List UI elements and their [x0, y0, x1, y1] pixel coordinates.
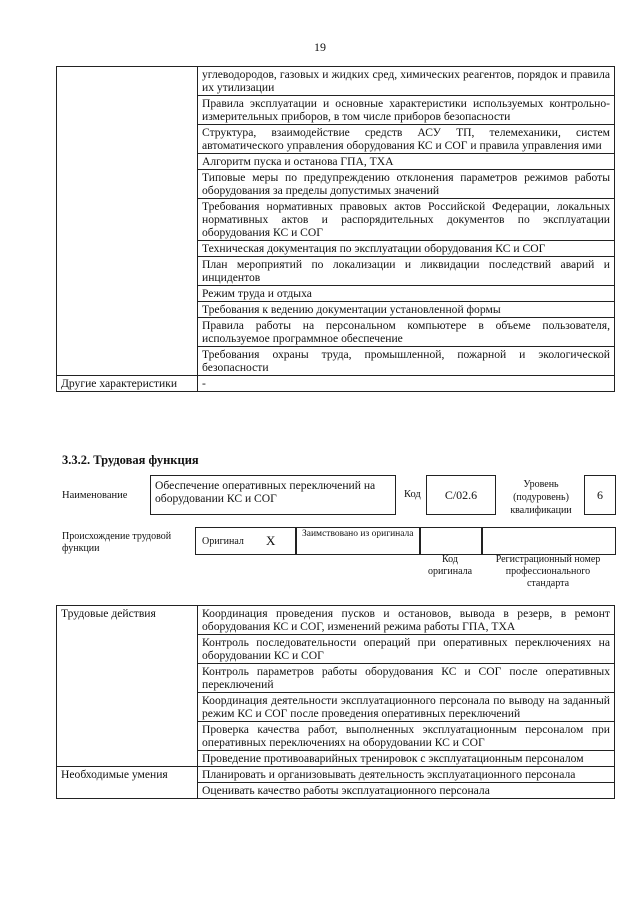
original-mark: X: [266, 533, 276, 548]
knowledge-item: Правила эксплуатации и основные характеристики используемых контрольно-измерительных приборов, в том числе приборов безопасности: [198, 96, 615, 125]
code-value: C/02.6: [444, 488, 478, 502]
page-number: 19: [314, 40, 326, 54]
knowledge-item: Техническая документация по эксплуатации оборудования КС и СОГ: [198, 241, 615, 257]
skills-label: Необходимые умения: [57, 767, 198, 799]
reg-caption: Регистрационный номер профессионального стандарта: [495, 554, 601, 589]
function-name-box: [150, 475, 396, 515]
function-name-value: Обеспечение оперативных переключений на оборудовании КС и СОГ: [155, 479, 376, 505]
original-code-box: [419, 527, 483, 555]
borrowed-label: Заимствовано из оригинала: [302, 529, 414, 539]
knowledge-item: Требования нормативных правовых актов Российской Федерации, локальных нормативных актов и распорядительных документов по эксплуатации оборудования КС и СОГ: [198, 199, 615, 241]
action-item: Координация деятельности эксплуатационного персонала по выводу на заданный режим КС и СОГ после проведения оперативных переключений: [198, 693, 615, 722]
empty-label-cell: [57, 67, 198, 376]
level-value: 6: [597, 488, 603, 502]
action-item: Контроль параметров работы оборудования КС и СОГ после оперативных переключений: [198, 664, 615, 693]
skill-item: Оценивать качество работы эксплуатационного персонала: [198, 783, 615, 799]
name-label: Наименование: [62, 490, 128, 501]
code-label: Код: [404, 489, 421, 500]
reg-number-box: [481, 527, 616, 555]
code-caption: Код оригинала: [427, 554, 473, 577]
action-item: Контроль последовательности операций при оперативных переключениях на оборудовании КС и СОГ: [198, 635, 615, 664]
table-row: [57, 606, 615, 635]
knowledge-item: Структура, взаимодействие средств АСУ ТП, телемеханики, систем автоматического управления оборудования КС и СОГ и правила управления ими: [198, 125, 615, 154]
table-row: [57, 67, 615, 96]
action-item: Проверка качества работ, выполненных эксплуатационным персоналом при оперативных переключениях на оборудовании КС и СОГ: [198, 722, 615, 751]
other-characteristics-label: Другие характеристики: [57, 376, 198, 392]
knowledge-table: [56, 66, 615, 392]
knowledge-item: План мероприятий по локализации и ликвидации последствий аварий и инцидентов: [198, 257, 615, 286]
other-characteristics-value: -: [198, 376, 615, 392]
table-row: [57, 376, 615, 392]
actions-label: Трудовые действия: [57, 606, 198, 767]
knowledge-item: Правила работы на персональном компьютере в объеме пользователя, используемое программное обеспечение: [198, 318, 615, 347]
level-label: Уровень (подуровень) квалификации: [510, 479, 572, 516]
code-box: [426, 475, 496, 515]
borrowed-box: [295, 527, 421, 555]
knowledge-item: Типовые меры по предупреждению отклонения параметров режимов работы оборудования за пределы допустимых значений: [198, 170, 615, 199]
knowledge-item: углеводородов, газовых и жидких сред, химических реагентов, порядок и правила их утилизации: [198, 67, 615, 96]
original-box: [195, 527, 297, 555]
action-item: Проведение противоаварийных тренировок с эксплуатационным персоналом: [198, 751, 615, 767]
origin-label: Происхождение трудовой функции: [62, 531, 172, 554]
level-box: [584, 475, 616, 515]
section-title: 3.3.2. Трудовая функция: [62, 453, 199, 467]
original-label: Оригинал: [202, 536, 244, 547]
function-table: [56, 605, 615, 799]
table-row: [57, 767, 615, 783]
knowledge-item: Режим труда и отдыха: [198, 286, 615, 302]
action-item: Координация проведения пусков и остановов, вывода в резерв, в ремонт оборудования КС и СОГ, изменений режима работы ГПА, ТХА: [198, 606, 615, 635]
knowledge-item: Требования к ведению документации установленной формы: [198, 302, 615, 318]
skill-item: Планировать и организовывать деятельность эксплуатационного персонала: [198, 767, 615, 783]
knowledge-item: Требования охраны труда, промышленной, пожарной и экологической безопасности: [198, 347, 615, 376]
knowledge-item: Алгоритм пуска и останова ГПА, ТХА: [198, 154, 615, 170]
